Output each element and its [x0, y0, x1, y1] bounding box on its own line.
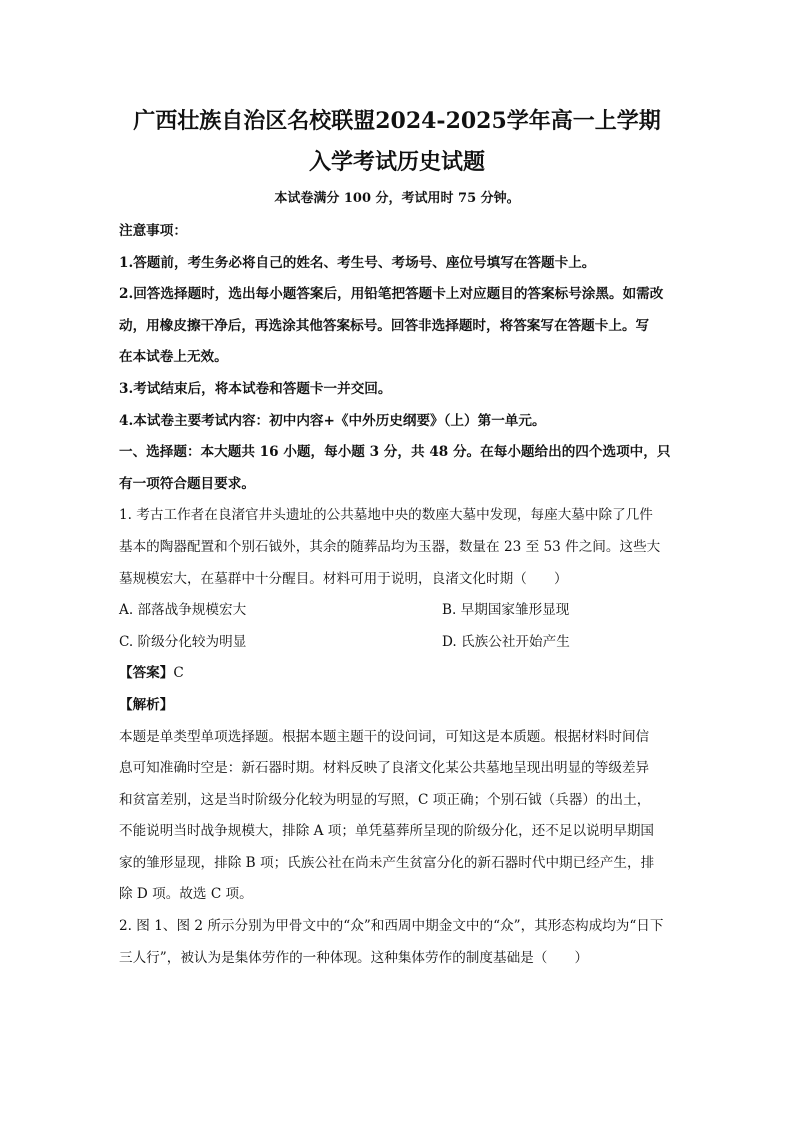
analysis-tag: 【解析】	[119, 696, 174, 713]
exam-title-line2: 入学考试历史试题	[308, 149, 485, 175]
analysis-line: 本题是单类型单项选择题。根据本题主题干的设问词，可知这是本质题。根据材料时间信	[119, 728, 650, 745]
exam-content	[119, 216, 677, 974]
q1-option-a: A. 部落战争规模宏大	[119, 602, 247, 619]
q1-stem-line: 1. 考古工作者在良渚官井头遗址的公共墓地中央的数座大墓中发现，每座大墓中除了几件	[119, 507, 653, 524]
q1-option-d: D. 氏族公社开始产生	[442, 633, 570, 650]
q1-stem-line: 墓规模宏大，在墓群中十分醒目。材料可用于说明，良渚文化时期（ ）	[119, 570, 568, 587]
answer-tag: 【答案】	[119, 665, 174, 682]
analysis-line: 不能说明当时战争规模大，排除 A 项；单凭墓葬所呈现的阶级分化，还不足以说明早期国	[119, 823, 655, 840]
analysis-line: 除 D 项。故选 C 项。	[119, 886, 253, 903]
note-item: 1.答题前，考生务必将自己的姓名、考生号、考场号、座位号填写在答题卡上。	[119, 254, 596, 271]
q1-answer	[119, 658, 677, 690]
q1-option-b: B. 早期国家雏形显现	[442, 602, 570, 619]
analysis-line: 家的雏形显现，排除 B 项；氏族公社在尚未产生贫富分化的新石器时代中期已经产生，排	[119, 854, 655, 871]
note-item: 4.本试卷主要考试内容：初中内容+《中外历史纲要》（上）第一单元。	[119, 412, 546, 429]
section-heading-line2: 有一项符合题目要求。	[119, 475, 255, 492]
q1-option-c: C. 阶级分化较为明显	[119, 633, 247, 650]
q1-options-row1	[119, 595, 677, 627]
analysis-line: 息可知准确时空是：新石器时期。材料反映了良渚文化某公共墓地呈现出明显的等级差异	[119, 760, 650, 777]
note-item: 2.回答选择题时，选出每小题答案后，用铅笔把答题卡上对应题目的答案标号涂黑。如需改	[119, 286, 664, 303]
section-heading-line1: 一、选择题：本大题共 16 小题，每小题 3 分，共 48 分。在每小题给出的四个选项中，只	[119, 444, 671, 461]
q2-stem-line: 三人行”，被认为是集体劳作的一种体现。这种集体劳作的制度基础是（ ）	[119, 949, 589, 966]
notes-heading: 注意事项：	[119, 223, 187, 239]
note-item: 3.考试结束后，将本试卷和答题卡一并交回。	[119, 380, 392, 397]
answer-value: C	[173, 665, 184, 682]
note-item: 在本试卷上无效。	[119, 349, 228, 366]
exam-subtitle: 本试卷满分 100 分，考试用时 75 分钟。	[274, 191, 520, 206]
analysis-line: 和贫富差别，这是当时阶级分化较为明显的写照，C 项正确；个别石钺（兵器）的出土，	[119, 791, 651, 808]
note-item: 动，用橡皮擦干净后，再选涂其他答案标号。回答非选择题时，将答案写在答题卡上。写	[119, 317, 650, 334]
q1-stem-line: 基本的陶器配置和个别石钺外，其余的随葬品均为玉器，数量在 23 至 53 件之间。这些大	[119, 538, 661, 555]
exam-title-line1: 广西壮族自治区名校联盟2024-2025学年高一上学期	[133, 108, 661, 134]
q1-options-row2	[119, 627, 677, 659]
q2-stem-line: 2. 图 1、图 2 所示分别为甲骨文中的“众”和西周中期金文中的“众”，其形态构成均为“日下	[119, 918, 664, 935]
